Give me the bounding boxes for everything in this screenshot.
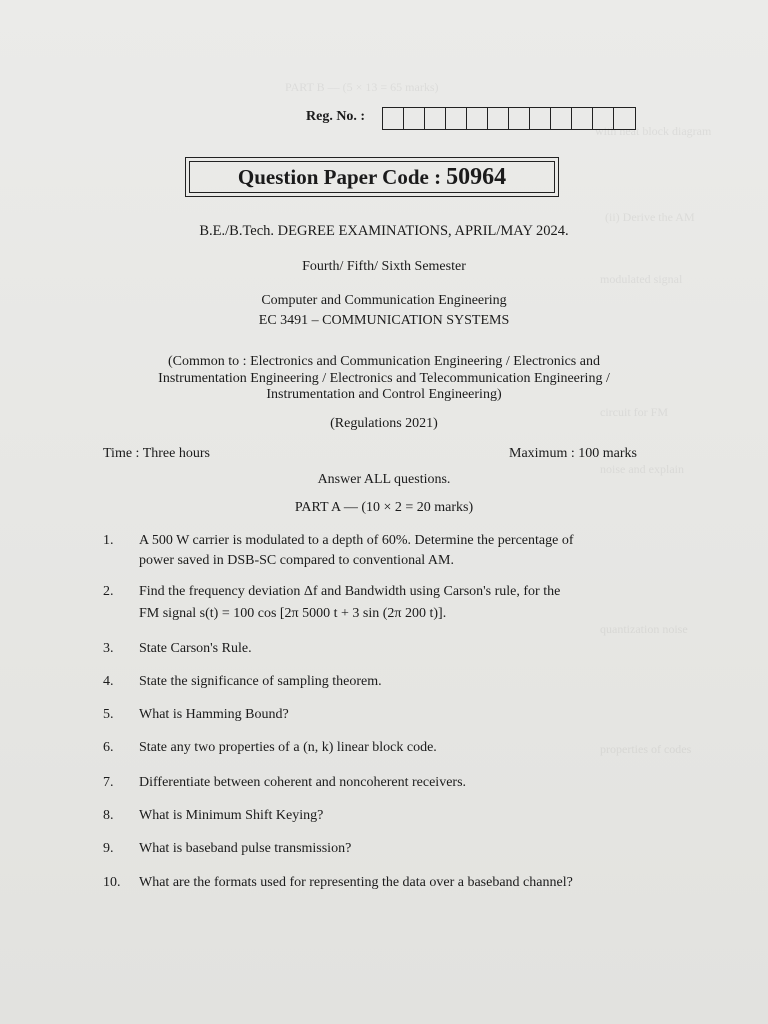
regulations-line: (Regulations 2021) xyxy=(330,416,438,431)
question-text xyxy=(139,582,560,624)
course-title: EC 3491 – COMMUNICATION SYSTEMS xyxy=(258,313,510,328)
question-number: 3. xyxy=(103,641,114,656)
bleed-through-text: quantization noise xyxy=(600,622,688,636)
bleed-through-text: noise and explain xyxy=(600,462,684,476)
question-paper-code-label: Question Paper Code : xyxy=(237,164,442,189)
reg-no-boxes xyxy=(382,107,636,130)
bleed-through-text: properties of codes xyxy=(600,742,692,756)
reg-no-digit-box xyxy=(509,108,530,129)
question-number: 9. xyxy=(103,841,114,856)
reg-no-label: Reg. No. : xyxy=(306,109,366,124)
reg-no-digit-box xyxy=(425,108,446,129)
reg-no-digit-box xyxy=(446,108,467,129)
maximum-marks: Maximum : 100 marks xyxy=(509,446,637,461)
bleed-through-text: modulated signal xyxy=(600,272,683,286)
question-text: State the significance of sampling theorem. xyxy=(139,674,382,689)
bleed-through-text: (ii) Derive the AM xyxy=(605,210,695,224)
question-line: power saved in DSB-SC compared to conventional AM. xyxy=(139,553,454,568)
question-number: 6. xyxy=(103,740,114,755)
question-text: What are the formats used for representing the data over a baseband channel? xyxy=(139,875,573,890)
department-line: Computer and Communication Engineering xyxy=(261,293,507,308)
question-line: Find the frequency deviation Δf and Bandwidth using Carson's rule, for the xyxy=(139,584,561,599)
bleed-through-text: with neat block diagram xyxy=(595,124,712,138)
reg-no-digit-box xyxy=(383,108,404,129)
question-number: 5. xyxy=(103,707,114,722)
question-number: 4. xyxy=(103,674,114,689)
semester-line: Fourth/ Fifth/ Sixth Semester xyxy=(302,259,466,274)
bleed-through-text: circuit for FM xyxy=(600,405,668,419)
reg-no-digit-box xyxy=(551,108,572,129)
question-text: What is Hamming Bound? xyxy=(139,707,289,722)
reg-no-digit-box xyxy=(404,108,425,129)
question-text: State any two properties of a (n, k) linear block code. xyxy=(139,740,437,755)
question-text: What is baseband pulse transmission? xyxy=(139,841,352,856)
reg-no-digit-box xyxy=(614,108,635,129)
question-number: 8. xyxy=(103,808,114,823)
reg-no-digit-box xyxy=(572,108,593,129)
question-paper-code-box xyxy=(185,157,559,197)
question-text: Differentiate between coherent and noncoherent receivers. xyxy=(139,775,467,790)
reg-no-digit-box xyxy=(593,108,614,129)
time-allowed: Time : Three hours xyxy=(103,446,210,461)
question-number: 7. xyxy=(103,775,114,790)
question-paper-code-inner xyxy=(189,161,555,193)
common-to-line-3: Instrumentation and Control Engineering) xyxy=(266,387,502,402)
question-text xyxy=(139,531,574,571)
question-number: 10. xyxy=(103,875,121,890)
reg-no-digit-box xyxy=(488,108,509,129)
question-number: 1. xyxy=(103,533,114,548)
reg-no-digit-box xyxy=(467,108,488,129)
common-to-line-2: Instrumentation Engineering / Electronics and Telecommunication Engineering / xyxy=(158,371,610,386)
question-text: What is Minimum Shift Keying? xyxy=(139,808,324,823)
reg-no-digit-box xyxy=(530,108,551,129)
question-line: A 500 W carrier is modulated to a depth of 60%. Determine the percentage of xyxy=(139,533,574,548)
common-to-line-1: (Common to : Electronics and Communication Engineering / Electronics and xyxy=(168,354,600,369)
degree-line: B.E./B.Tech. DEGREE EXAMINATIONS, APRIL/MAY 2024. xyxy=(199,223,569,239)
question-paper-code-number: 50964 xyxy=(446,163,507,190)
question-text: State Carson's Rule. xyxy=(139,641,252,656)
question-line: FM signal s(t) = 100 cos [2π 5000 t + 3 sin (2π 200 t)]. xyxy=(139,606,447,621)
part-a-heading: PART A — (10 × 2 = 20 marks) xyxy=(294,500,474,515)
bleed-through-text: PART B — (5 × 13 = 65 marks) xyxy=(285,80,439,94)
question-number: 2. xyxy=(103,584,114,599)
instruction-line: Answer ALL questions. xyxy=(317,472,451,487)
